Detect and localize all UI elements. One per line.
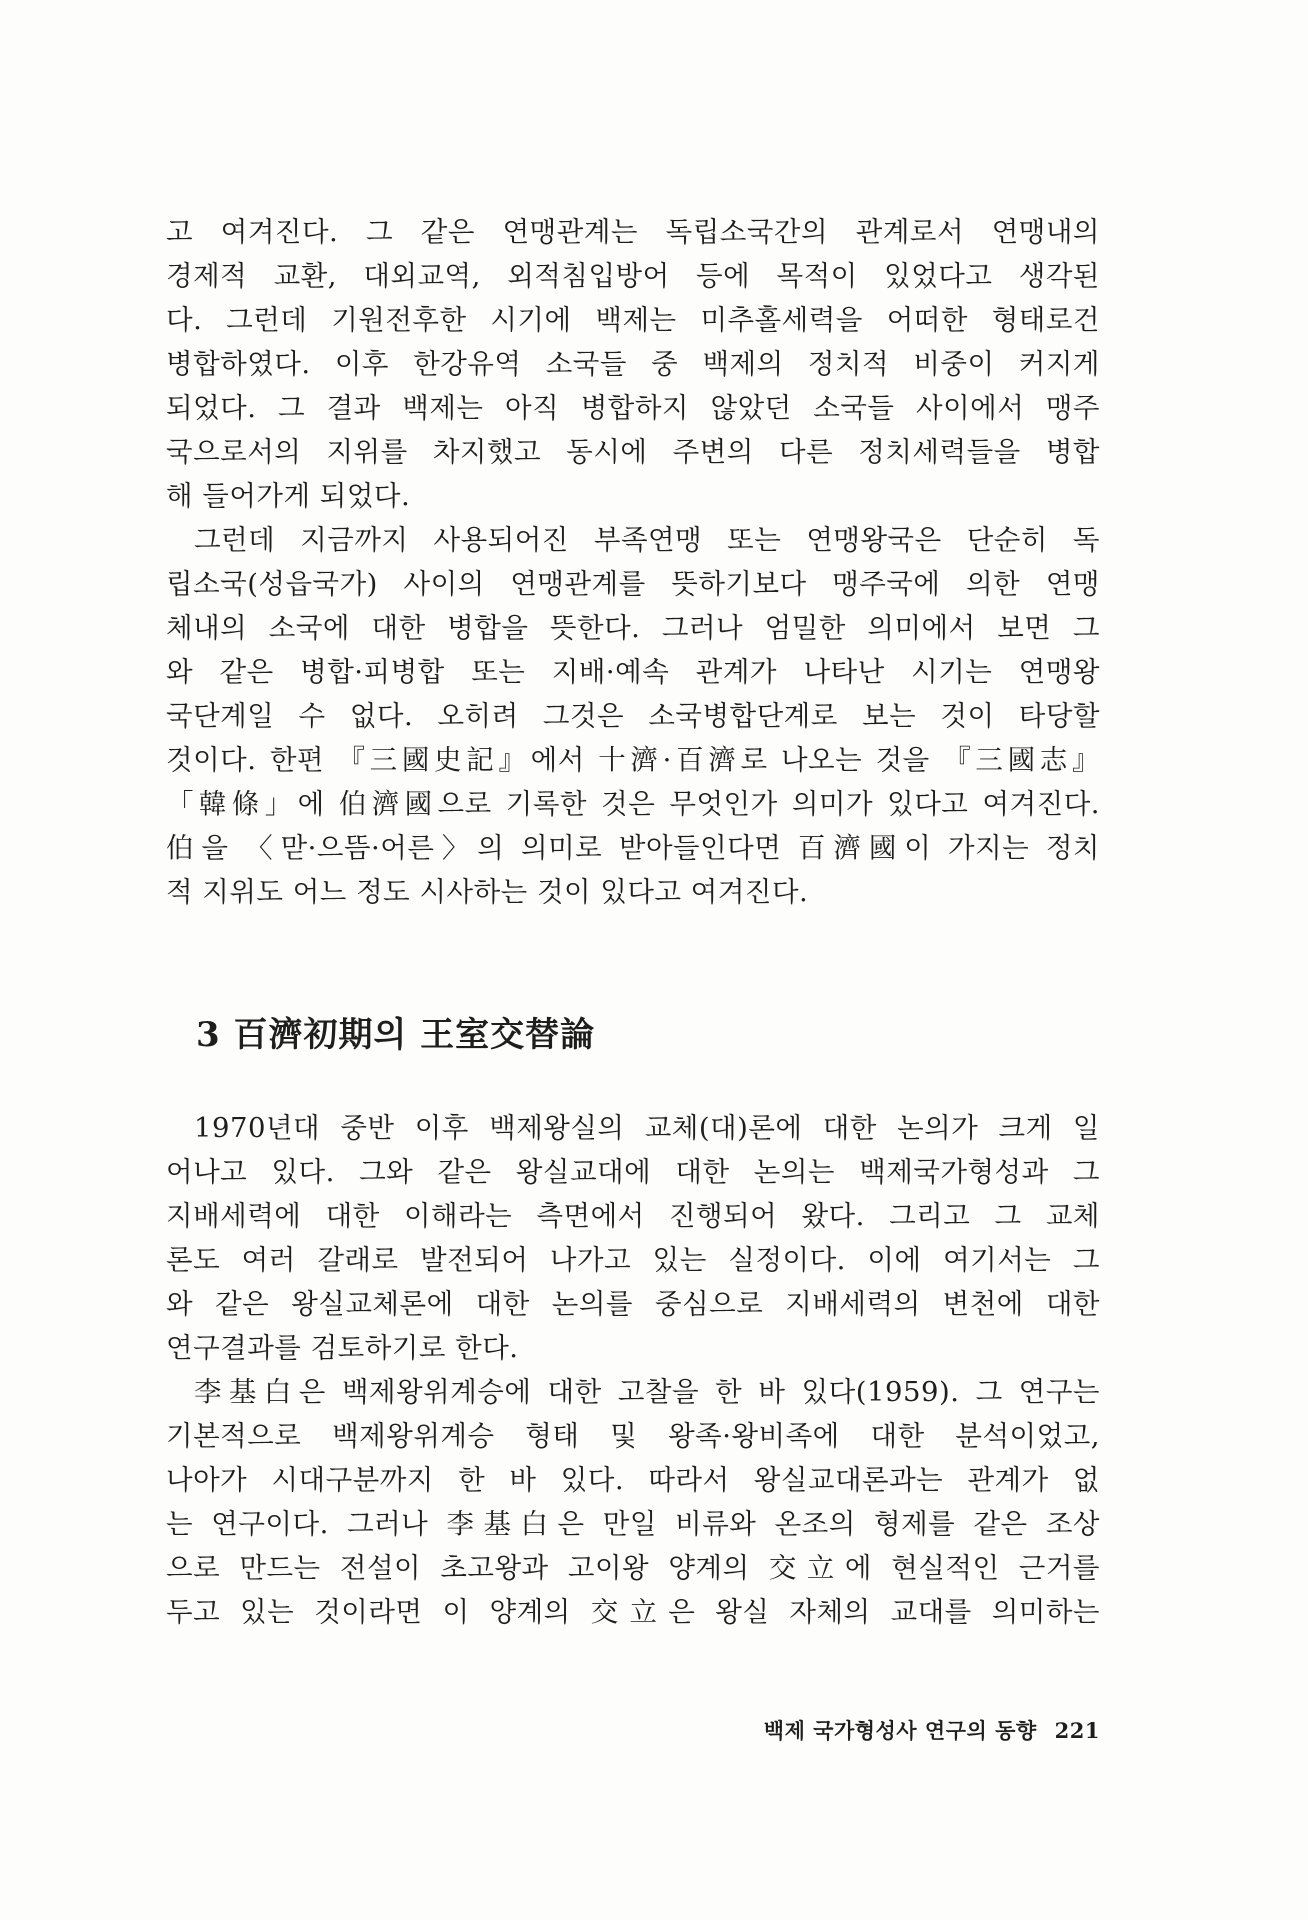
text-line: 伯을 〈맏·으뜸·어른〉의 의미로 받아들인다면 百濟國이 가지는 정치 xyxy=(166,832,1100,864)
text-line: 나아가 시대구분까지 한 바 있다. 따라서 왕실교대론과는 관계가 없 xyxy=(166,1464,1100,1496)
text-line: 1970년대 중반 이후 백제왕실의 교체(대)론에 대한 논의가 크게 일 xyxy=(194,1112,1100,1144)
paragraph-4 xyxy=(166,1370,1100,1634)
paragraph-2 xyxy=(166,518,1100,914)
text-line: 다. 그런데 기원전후한 시기에 백제는 미추홀세력을 어떠한 형태로건 xyxy=(166,304,1100,336)
text-line: 것이다. 한편 『三國史記』에서 十濟·百濟로 나오는 것을 『三國志』 xyxy=(166,744,1100,776)
paragraph-3 xyxy=(166,1106,1100,1370)
paragraph-1 xyxy=(166,210,1100,518)
text-line: 론도 여러 갈래로 발전되어 나가고 있는 실정이다. 이에 여기서는 그 xyxy=(166,1244,1100,1276)
text-line: 적 지위도 어느 정도 시사하는 것이 있다고 여겨진다. xyxy=(166,876,809,908)
text-line: 지배세력에 대한 이해라는 측면에서 진행되어 왔다. 그리고 그 교체 xyxy=(166,1200,1100,1232)
running-title: 백제 국가형성사 연구의 동향 xyxy=(763,1718,1037,1743)
text-line: 어나고 있다. 그와 같은 왕실교대에 대한 논의는 백제국가형성과 그 xyxy=(166,1156,1100,1188)
text-line: 와 같은 병합·피병합 또는 지배·예속 관계가 나타난 시기는 연맹왕 xyxy=(166,656,1100,688)
page-number: 221 xyxy=(1054,1718,1100,1743)
text-line: 기본적으로 백제왕위계승 형태 및 왕족·왕비족에 대한 분석이었고, xyxy=(166,1420,1100,1452)
text-line: 되었다. 그 결과 백제는 아직 병합하지 않았던 소국들 사이에서 맹주 xyxy=(166,392,1100,424)
text-line: 경제적 교환, 대외교역, 외적침입방어 등에 목적이 있었다고 생각된 xyxy=(166,260,1100,292)
text-line: 는 연구이다. 그러나 李基白은 만일 비류와 온조의 형제를 같은 조상 xyxy=(166,1508,1100,1540)
text-line: 해 들어가게 되었다. xyxy=(166,480,411,512)
text-line: 국단계일 수 없다. 오히려 그것은 소국병합단계로 보는 것이 타당할 xyxy=(166,700,1100,732)
text-line: 두고 있는 것이라면 이 양계의 交立은 왕실 자체의 교대를 의미하는 xyxy=(166,1596,1100,1628)
text-line: 연구결과를 검토하기로 한다. xyxy=(166,1332,519,1364)
text-line: 李基白은 백제왕위계승에 대한 고찰을 한 바 있다(1959). 그 연구는 xyxy=(194,1376,1100,1408)
text-line: 그런데 지금까지 사용되어진 부족연맹 또는 연맹왕국은 단순히 독 xyxy=(194,524,1100,556)
text-line: 체내의 소국에 대한 병합을 뜻한다. 그러나 엄밀한 의미에서 보면 그 xyxy=(166,612,1100,644)
text-line: 와 같은 왕실교체론에 대한 논의를 중심으로 지배세력의 변천에 대한 xyxy=(166,1288,1100,1320)
text-line: 으로 만드는 전설이 초고왕과 고이왕 양계의 交立에 현실적인 근거를 xyxy=(166,1552,1100,1584)
section-heading: 3 百濟初期의 王室交替論 xyxy=(196,1015,596,1055)
page-footer xyxy=(650,1716,1100,1746)
text-line: 병합하였다. 이후 한강유역 소국들 중 백제의 정치적 비중이 커지게 xyxy=(166,348,1100,380)
text-line: 국으로서의 지위를 차지했고 동시에 주변의 다른 정치세력들을 병합 xyxy=(166,436,1100,468)
text-line: 고 여겨진다. 그 같은 연맹관계는 독립소국간의 관계로서 연맹내의 xyxy=(166,216,1100,248)
text-line: 립소국(성읍국가) 사이의 연맹관계를 뜻하기보다 맹주국에 의한 연맹 xyxy=(166,568,1100,600)
text-line: 「韓條」에 伯濟國으로 기록한 것은 무엇인가 의미가 있다고 여겨진다. xyxy=(166,788,1100,820)
